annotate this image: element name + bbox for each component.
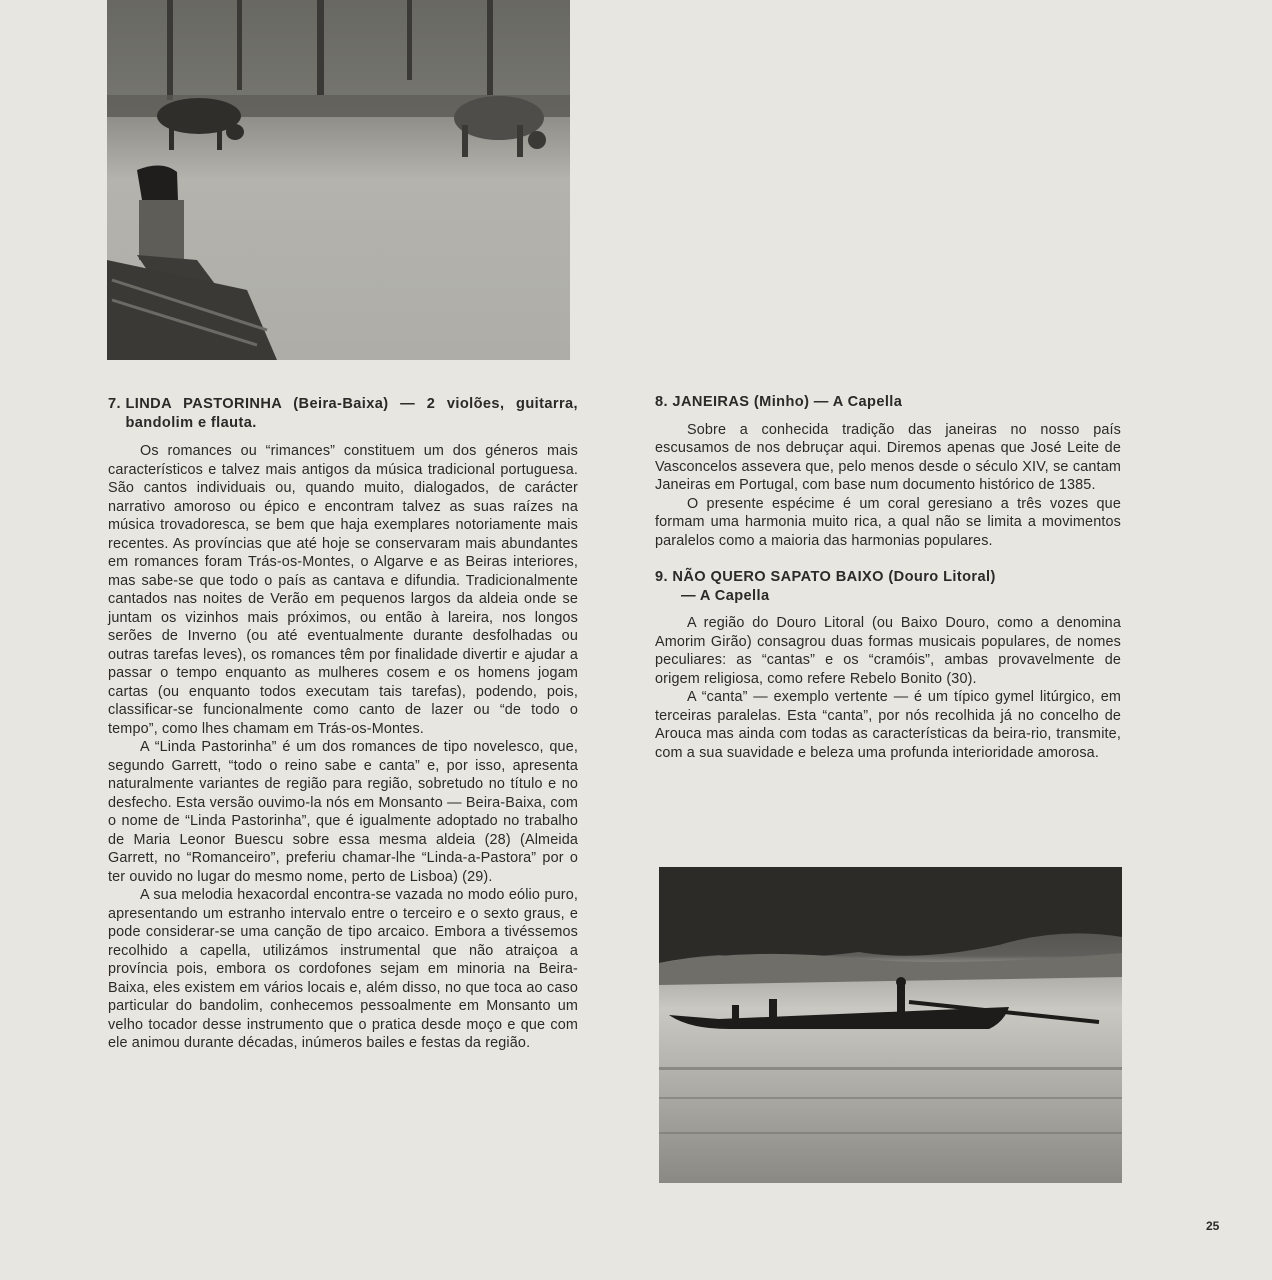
section-8-paragraph-1: Sobre a conhecida tradição das janeiras no nosso país escusamos de nos debruçar aqui. Diremos apenas que José Leite de Vasconcelos assevera que, pelo menos desde o século XIV, se cantam Janeiras em Portugal, com base num documento histórico de 1385. <box>655 421 1121 493</box>
section-9-heading-line-2: — A Capella <box>681 587 770 604</box>
right-column <box>655 393 1121 762</box>
section-8-heading: 8. JANEIRAS (Minho) — A Capella <box>655 394 903 410</box>
section-7-paragraph-3: A sua melodia hexacordal encontra-se vazada no modo eólio puro, apresentando um estranho intervalo entre o terceiro e o sexto graus, e pode considerar-se uma canção de tipo arcaico. Embora a tivéssemos recolhido a capella, utilizámos instrumental que não atraiçoa a província pois, embora os cordofones sejam em minoria na Beira-Baixa, eles existem em vários locais e, além disso, no que toca ao caso particular do bandolim, conhecemos pessoalmente em Monsanto um velho tocador desse instrumento que o pratica desde moço e que com ele animou durante décadas, inúmeros bailes e festas da região. <box>108 887 578 1051</box>
section-7-heading <box>108 395 578 433</box>
photo-woman-with-cattle <box>107 0 570 360</box>
section-9-paragraph-2: A “canta” — exemplo vertente — é um típico gymel litúrgico, em terceiras paralelas. Esta “canta”, por nós recolhida já no concelho de Arouca mas ainda com todas as características da beira-rio, transmite, com a sua suavidade e beleza uma profunda interioridade amorosa. <box>655 689 1121 761</box>
page-number: 25 <box>1206 1219 1220 1233</box>
section-9-heading-line-1: 9. NÃO QUERO SAPATO BAIXO (Douro Litoral) <box>655 569 996 585</box>
section-7-paragraph-1: Os romances ou “rimances” constituem um dos géneros mais característicos e talvez mais antigos da música tradicional portuguesa. São cantos individuais ou, quando muito, dialogados, de carácter narrativo amoroso ou épico e encontram talvez as suas raízes na música trovadoresca, se bem que haja exemplares notoriamente mais recentes. As províncias que até hoje se conservaram mais abundantes em romances foram Trás-os-Montes, o Algarve e as Beiras interiores, mas sabe-se que todo o país as cantava e difundia. Tradicionalmente cantados nas noites de Verão em pequenos largos da aldeia onde se juntam os vizinhos mais próximos, ou então à lareira, nos longos serões de Inverno (ou até eventualmente durante desfolhadas ou outras tarefas leves), os romances têm por finalidade divertir e ajudar a passar o tempo enquanto as mulheres cosem e os homens jogam cartas (ou enquanto todos executam tais tarefas), podendo, pois, classificar-se funcionalmente como canto de lazer ou “de todo o tempo”, como lhes chamam em Trás-os-Montes. <box>108 443 578 737</box>
photo-boat-on-river <box>659 867 1122 1183</box>
section-7-number: 7. <box>108 396 126 412</box>
section-8-paragraph-2: O presente espécime é um coral geresiano a três vozes que formam uma harmonia muito rica, a qual não se limita a movimentos paralelos como a maioria das harmonias populares. <box>655 495 1121 549</box>
section-7-paragraph-2: A “Linda Pastorinha” é um dos romances de tipo novelesco, que, segundo Garrett, “todo o reino sabe e canta” e, por isso, apresenta naturalmente variantes de região para região, sobretudo no título e no desfecho. Esta versão ouvimo-la nós em Monsanto — Beira-Baixa, com o nome de “Linda Pastorinha”, que é igualmente adoptado no trabalho de Maria Leonor Buescu sobre essa mesma aldeia (28) (Almeida Garrett, no “Romanceiro”, preferiu chamar-lhe “Linda-a-Pastora” por o ter ouvido no lugar do mesmo nome, perto de Lisboa) (29). <box>108 739 578 885</box>
section-spacer <box>655 550 1121 568</box>
section-7-title: LINDA PASTORINHA (Beira-Baixa) — 2 violões, guitarra, bandolim e flauta. <box>125 396 578 431</box>
section-9-paragraph-1: A região do Douro Litoral (ou Baixo Douro, como a denomina Amorim Girão) consagrou duas formas musicais populares, de nomes peculiares: as “cantas” e os “cramóis”, ambas provavelmente de origem religiosa, como refere Rebelo Bonito (30). <box>655 615 1121 687</box>
left-column <box>108 395 578 1053</box>
